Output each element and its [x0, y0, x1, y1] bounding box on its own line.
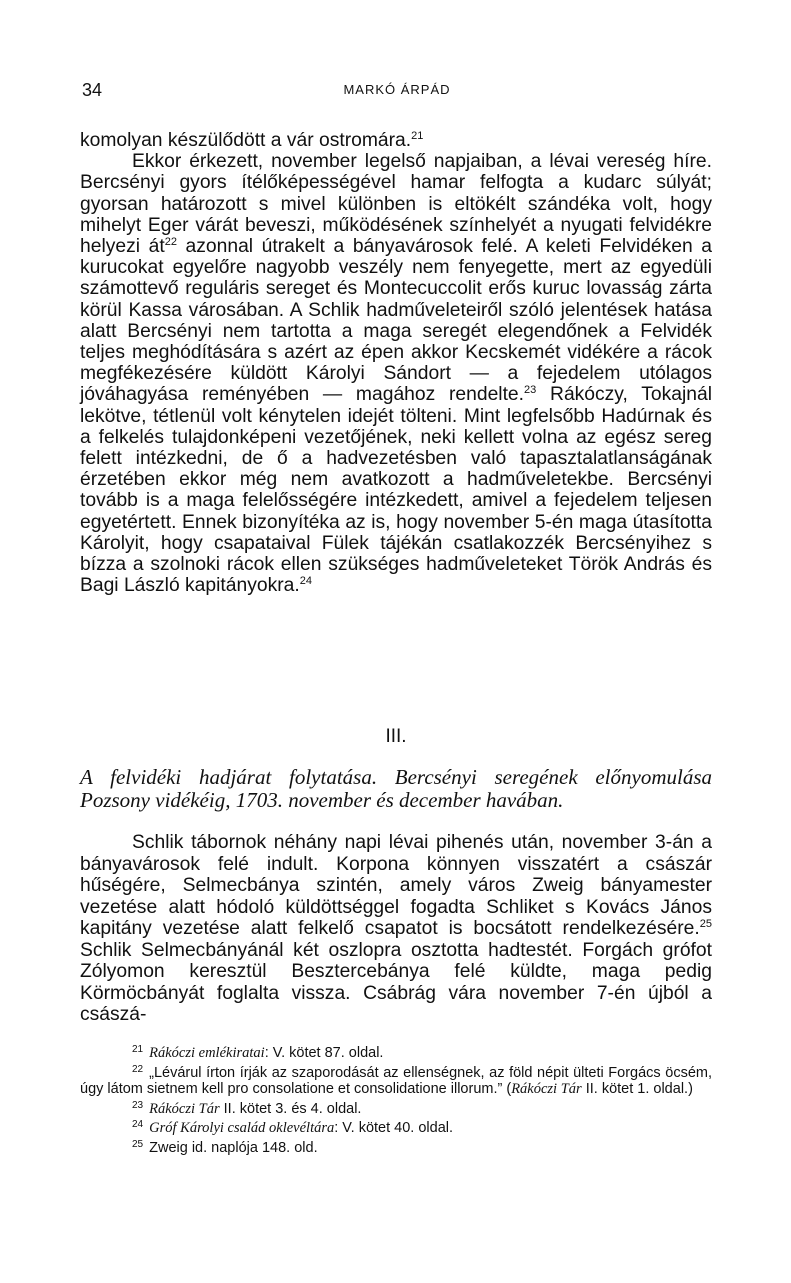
footnote [80, 1137, 712, 1157]
page-number: 34 [82, 80, 103, 100]
paragraph [80, 151, 712, 596]
paragraph-text: Schlik Selmecbányánál két oszlopra osztotta hadtestét. Forgách grófot Zólyomon keresztül Besztercebánya felé küldte, maga pedig Körmöcbányát foglalta vissza. Csábrág vára november 7-én újból a császá- [80, 939, 712, 1025]
footnote-number: 21 [132, 1044, 144, 1055]
footnote-text: II. kötet 3. és 4. oldal. [219, 1100, 362, 1117]
paragraph-text: Ekkor érkezett, november legelső napjaiban, a lévai vereség híre. Bercsényi gyors ítélőképességével hamar felfogta a kudarc súlyát; gyorsan határozott s mivel különben is eltökélt szándéka volt, hogy mihelyt Eger várát beveszi, működésének színhelyét a nyugati felvidékre helyezi át [80, 151, 712, 258]
page-header [82, 80, 712, 104]
footnote [80, 1117, 712, 1137]
paragraph-continuation [80, 130, 712, 151]
footnote-source: Rákóczi Tár [511, 1081, 582, 1098]
footnotes [80, 1042, 712, 1157]
main-text [80, 130, 712, 596]
paragraph [80, 832, 712, 1026]
footnote-ref: 25 [699, 918, 712, 930]
footnote-source: Gróf Károlyi család oklevéltára [149, 1120, 335, 1137]
footnote [80, 1098, 712, 1118]
footnote-text: Zweig id. naplója 148. old. [149, 1139, 318, 1156]
footnote-text: : V. kötet 87. oldal. [264, 1045, 384, 1061]
paragraph-text: Rákóczy, Tokajnál lekötve, tétlenül volt kénytelen idejét tölteni. Mint legfelsőbb Hadúrnak és a felkelés tulajdonképeni vezetőjének, neki kellett volna az egész sereg felett intézkedni, de ő a hadvezetésben való tapasztalatlanságának érzetében ekkor még nem avatkozott a hadműveletekbe. Bercsényi tovább is a maga felelősségére intézkedett, amivel a fejedelem teljesen egyetértett. Ennek bizonyítéka az is, hogy november 5-én maga útasította Károlyit, hogy csapataival Fülek tájékán csatlakozzék Bercsényihez s bízza a szolnoki rácok ellen szükséges hadműveleteket Török András és Bagi László kapitányokra. [80, 384, 712, 597]
footnote-ref: 23 [524, 384, 537, 397]
footnote [80, 1062, 712, 1098]
footnote-number: 22 [132, 1063, 144, 1075]
running-head: MARKÓ ÁRPÁD [343, 82, 451, 97]
chapter-section [80, 726, 712, 1026]
paragraph-text: komolyan készülődött a vár ostromára. [80, 130, 412, 151]
footnote [80, 1042, 712, 1062]
footnote-ref: 24 [299, 575, 312, 588]
footnote-number: 23 [132, 1099, 144, 1111]
footnote-source: Rákóczi Tár [149, 1100, 220, 1117]
footnote-text: „Lévárul írton írják az szaporodását az ellenségnek, az föld népit ülteti Forgács öcsém, úgy látom sietnem kell pro consolatione et consolidatione illorum.” ( [80, 1064, 712, 1098]
paragraph-text: Schlik tábornok néhány napi lévai pihenés után, november 3-án a bányavárosok felé indult. Korpona könnyen visszatért a császár hűségére, Selmecbánya szintén, amely város Zweig bányamester vezetése alatt hódoló küldöttséggel fogadta Schliket s Kovács János kapitány vezetése alatt felkelő csapatot is bocsátott rendelkezésére. [80, 832, 712, 939]
section-title: A felvidéki hadjárat folytatása. Bercsényi seregének előnyomulása Pozsony vidékéig, 1703. november és december havában. [80, 765, 712, 812]
section-number: III. [385, 726, 407, 747]
footnote-source: Rákóczi emlékiratai [149, 1045, 265, 1061]
footnote-number: 24 [132, 1119, 144, 1131]
paragraph-text: azonnal útrakelt a bányavárosok felé. A keleti Felvidéken a kurucokat egyelőre nagyobb veszély nem fenyegette, mert az egyedüli számottevő reguláris sereget és Montecuccolit erős kuruc lovasság zárta körül Kassa városában. A Schlik hadműveleteiről szóló jelentések hatása alatt Bercsényi nem tartotta a maga seregét elegendőnek a Felvidék teljes meghódítására s azért az épen akkor Kecskemét vidékére a rácok megfékezésére küldött Károlyi Sándort — a fejedelem utólagos jóváhagyása reményében — magához rendelte. [80, 236, 712, 406]
footnote-number: 25 [132, 1138, 144, 1150]
footnote-text: II. kötet 1. oldal.) [581, 1081, 693, 1098]
footnote-text: : V. kötet 40. oldal. [334, 1120, 454, 1137]
footnote-ref: 22 [164, 236, 177, 249]
footnote-ref: 21 [411, 130, 424, 142]
